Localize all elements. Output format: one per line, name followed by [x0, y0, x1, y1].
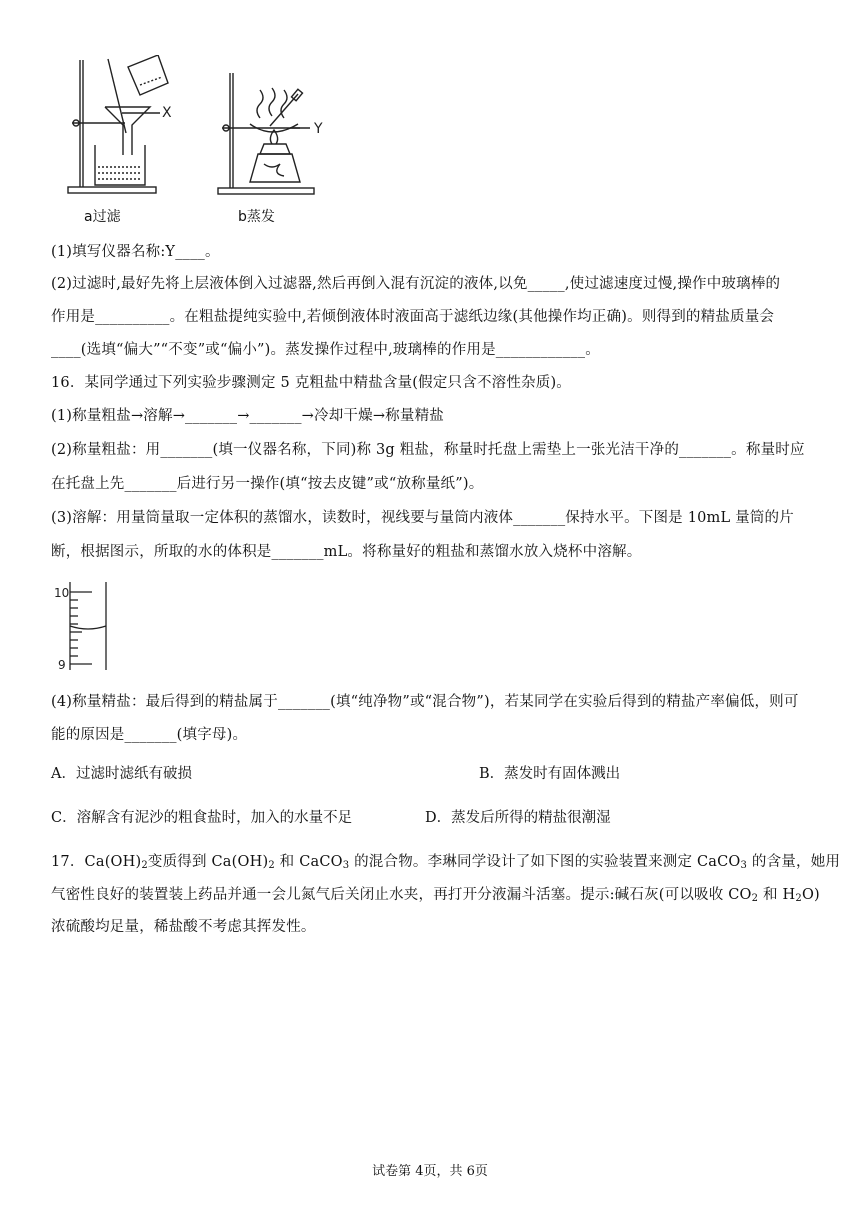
- q15-part2-line2: 作用是__________。在粗盐提纯实验中,若倾倒液体时液面高于滤纸边缘(其他操作均正确)。则得到的精盐质量会: [51, 309, 775, 325]
- q17-line3: 浓硫酸均足量，稀盐酸不考虑其挥发性。: [51, 919, 316, 935]
- q16-part2-line1: (2)称量粗盐：用_______(填一仪器名称，下同)称 3g 粗盐，称量时托盘上需垫上一张光洁干净的_______。称量时应: [51, 442, 805, 458]
- q16-part4-line1: (4)称量精盐：最后得到的精盐属于_______(填“纯净物”或“混合物”)，若某同学在实验后得到的精盐产率偏低，则可: [51, 694, 799, 710]
- x-marker: X: [162, 105, 172, 121]
- q16-part2-line2: 在托盘上先_______后进行另一操作(填“按去皮键”或“放称量纸”)。: [51, 476, 484, 492]
- graduated-cylinder-figure: [54, 580, 114, 675]
- q17-line1: 17．$Ca(OH)_2$变质得到 $Ca(OH)_2$ 和 CaCO$_3$ 的混合物。李琳同学设计了如下图的实验装置来测定 CaCO$_3$ 的含量，她用: [51, 854, 841, 871]
- q16-option-c: C．溶解含有泥沙的粗食盐时，加入的水量不足: [51, 810, 353, 826]
- cylinder-mark-10: 10: [54, 586, 70, 600]
- q16-option-d: D．蒸发后所得的精盐很潮湿: [425, 810, 611, 826]
- cylinder-mark-9: 9: [58, 658, 66, 672]
- figure-a-label: a过滤: [84, 209, 121, 225]
- q15-part2-line1: (2)过滤时,最好先将上层液体倒入过滤器,然后再倒入混有沉淀的液体,以免_____,使过滤速度过慢,操作中玻璃棒的: [51, 276, 781, 292]
- q17-line2: 气密性良好的装置装上药品并通一会儿氮气后关闭止水夹，再打开分液漏斗活塞。提示:碱石灰(可以吸收 $CO_2$ 和 $H_2O$): [51, 887, 820, 904]
- q16-option-b: B．蒸发时有固体溅出: [479, 766, 621, 782]
- q16-part3-line1: (3)溶解：用量筒量取一定体积的蒸馏水，读数时，视线要与量筒内液体_______保持水平。下图是 10mL 量筒的片: [51, 510, 794, 526]
- q15-part1: (1)填写仪器名称:Y____。: [51, 244, 220, 260]
- evaporation-apparatus-figure: [210, 68, 340, 200]
- page-footer: 试卷第 4页，共 6页: [372, 1164, 488, 1179]
- q15-part2-line3: ____(选填“偏大”“不变”或“偏小”)。蒸发操作过程中,玻璃棒的作用是____________。: [51, 342, 600, 358]
- q16-part4-line2: 能的原因是_______(填字母)。: [51, 727, 248, 743]
- q16-part3-line2: 断，根据图示，所取的水的体积是_______mL。将称量好的粗盐和蒸馏水放入烧杯中溶解。: [51, 544, 642, 560]
- q16-stem: 16．某同学通过下列实验步骤测定 5 克粗盐中精盐含量(假定只含不溶性杂质)。: [51, 375, 572, 391]
- filtration-apparatus-figure: [60, 55, 190, 200]
- figure-b-label: b蒸发: [238, 209, 275, 225]
- y-marker: Y: [314, 121, 323, 137]
- q16-part1: (1)称量粗盐→溶解→_______→_______→冷却干燥→称量精盐: [51, 408, 444, 424]
- q16-option-a: A．过滤时滤纸有破损: [51, 766, 192, 782]
